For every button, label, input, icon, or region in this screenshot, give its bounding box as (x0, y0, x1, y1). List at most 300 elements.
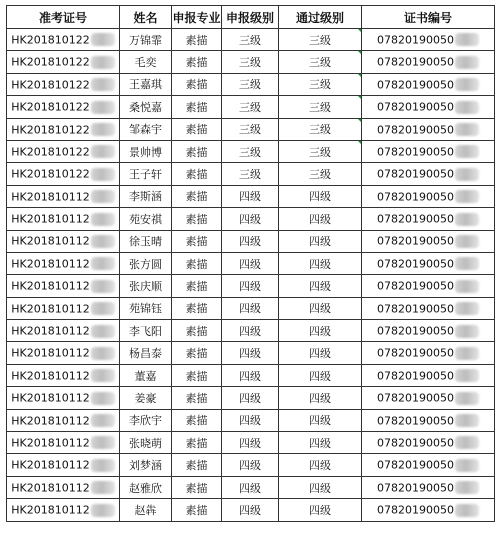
table-row (7, 409, 495, 431)
applied-level-cell (222, 342, 279, 364)
applied-level-cell-text: 三级 (239, 168, 261, 182)
certificate-number-cell-text: 07820190050 (377, 167, 454, 181)
name-cell (120, 208, 172, 230)
name-cell-text: 张方圆 (129, 257, 162, 271)
redaction-blur (455, 436, 479, 449)
redaction-blur (91, 347, 115, 360)
applied-level-cell (222, 252, 279, 274)
table-row (7, 29, 495, 51)
redaction-blur (91, 504, 115, 517)
redaction-blur (91, 414, 115, 427)
passed-level-cell-text: 四级 (309, 190, 331, 204)
table-row (7, 73, 495, 95)
passed-level-cell-text: 四级 (309, 347, 331, 361)
name-cell-text: 姜豪 (134, 391, 157, 405)
redaction-blur (91, 101, 115, 114)
major-cell (172, 409, 222, 431)
applied-level-cell (222, 163, 279, 185)
header-certificate-number: 证书编号 (362, 6, 495, 29)
redaction-blur (455, 257, 479, 270)
table-row (7, 387, 495, 409)
passed-level-cell (279, 140, 362, 162)
applied-level-cell (222, 208, 279, 230)
name-cell (120, 387, 172, 409)
passed-level-cell (279, 499, 362, 521)
exam-number-cell (7, 140, 120, 162)
exam-number-cell-text: HK201810112 (11, 234, 90, 248)
redaction-blur (91, 123, 115, 136)
passed-level-cell (279, 409, 362, 431)
certificate-number-cell (362, 252, 495, 274)
major-cell (172, 297, 222, 319)
table-row (7, 140, 495, 162)
table-row (7, 96, 495, 118)
major-cell-text: 素描 (185, 481, 208, 495)
major-cell (172, 342, 222, 364)
exam-number-cell-text: HK201810112 (11, 414, 90, 428)
applied-level-cell-text: 三级 (239, 123, 261, 137)
major-cell-text: 素描 (185, 257, 208, 271)
certificate-number-cell-text: 07820190050 (377, 123, 454, 136)
passed-level-cell-text: 三级 (309, 78, 331, 92)
redaction-blur (455, 347, 479, 360)
certificate-number-cell-text: 07820190050 (377, 302, 454, 316)
name-cell-text: 毛奕 (134, 56, 157, 70)
major-cell (172, 275, 222, 297)
certificate-number-cell-text: 07820190050 (377, 458, 454, 472)
certificate-number-cell-text: 07820190050 (377, 436, 454, 450)
table-row (7, 499, 495, 521)
passed-level-cell (279, 297, 362, 319)
exam-number-cell (7, 342, 120, 364)
table-row (7, 297, 495, 319)
major-cell-text: 素描 (185, 503, 208, 517)
major-cell-text: 素描 (185, 459, 208, 473)
redaction-blur (91, 235, 115, 248)
certificate-number-cell-text: 07820190050 (377, 503, 454, 517)
name-cell (120, 364, 172, 386)
redaction-blur (455, 190, 479, 203)
applied-level-cell (222, 185, 279, 207)
major-cell-text: 素描 (185, 78, 208, 92)
passed-level-cell-text: 四级 (309, 391, 331, 405)
major-cell-text: 素描 (185, 414, 208, 428)
major-cell (172, 387, 222, 409)
applied-level-cell-text: 三级 (239, 33, 261, 47)
exam-number-cell (7, 73, 120, 95)
name-cell-text: 杨昌泰 (129, 347, 162, 361)
major-cell (172, 364, 222, 386)
redaction-blur (455, 213, 479, 226)
table-row (7, 320, 495, 342)
exam-number-cell (7, 275, 120, 297)
passed-level-cell (279, 230, 362, 252)
cell-corner-marker (357, 96, 362, 101)
applied-level-cell (222, 454, 279, 476)
certificate-number-cell-text: 07820190050 (377, 324, 454, 338)
name-cell-text: 张晓萌 (129, 436, 162, 450)
passed-level-cell (279, 163, 362, 185)
table-row (7, 51, 495, 73)
table-row (7, 163, 495, 185)
header-row (7, 6, 495, 29)
exam-number-cell-text: HK201810112 (11, 436, 90, 450)
redaction-blur (91, 436, 115, 449)
name-cell-text: 桑悦嘉 (129, 100, 162, 114)
table-row (7, 454, 495, 476)
passed-level-cell-text: 四级 (309, 302, 331, 316)
table-row (7, 275, 495, 297)
major-cell (172, 118, 222, 140)
major-cell (172, 208, 222, 230)
name-cell-text: 苑安祺 (129, 212, 162, 226)
certificate-number-cell (362, 118, 495, 140)
exam-number-cell (7, 476, 120, 498)
passed-level-cell (279, 387, 362, 409)
certificate-number-cell (362, 432, 495, 454)
cell-corner-marker (357, 51, 362, 56)
redaction-blur (455, 123, 479, 136)
certificate-number-cell-text: 07820190050 (377, 190, 454, 204)
passed-level-cell (279, 454, 362, 476)
passed-level-cell-text: 四级 (309, 257, 331, 271)
applied-level-cell-text: 四级 (239, 212, 261, 226)
passed-level-cell (279, 96, 362, 118)
name-cell (120, 297, 172, 319)
passed-level-cell-text: 四级 (309, 414, 331, 428)
name-cell (120, 320, 172, 342)
redaction-blur (91, 145, 115, 158)
applied-level-cell (222, 297, 279, 319)
certificate-number-cell-text: 07820190050 (377, 33, 454, 47)
major-cell (172, 29, 222, 51)
redaction-blur (455, 414, 479, 427)
exam-number-cell (7, 163, 120, 185)
redaction-blur (455, 78, 479, 91)
applied-level-cell (222, 29, 279, 51)
certificate-number-cell (362, 297, 495, 319)
certificate-number-cell (362, 73, 495, 95)
exam-number-cell (7, 320, 120, 342)
exam-number-cell (7, 230, 120, 252)
name-cell (120, 118, 172, 140)
exam-number-cell (7, 297, 120, 319)
table-row (7, 230, 495, 252)
name-cell (120, 29, 172, 51)
certificate-number-cell-text: 07820190050 (377, 234, 454, 248)
redaction-blur (91, 302, 115, 315)
name-cell (120, 73, 172, 95)
redaction-blur (455, 481, 479, 494)
redaction-blur (455, 280, 479, 293)
major-cell-text: 素描 (185, 391, 208, 405)
passed-level-cell-text: 四级 (309, 212, 331, 226)
passed-level-cell-text: 三级 (309, 56, 331, 70)
major-cell (172, 51, 222, 73)
exam-number-cell (7, 96, 120, 118)
major-cell-text: 素描 (185, 100, 208, 114)
major-cell (172, 140, 222, 162)
name-cell-text: 董嘉 (134, 369, 157, 383)
exam-number-cell (7, 364, 120, 386)
exam-number-cell-text: HK201810122 (11, 33, 90, 47)
passed-level-cell (279, 342, 362, 364)
redaction-blur (455, 235, 479, 248)
passed-level-cell-text: 四级 (309, 369, 331, 383)
name-cell-text: 邹森宇 (129, 123, 162, 137)
certificate-number-cell-text: 07820190050 (377, 145, 454, 159)
certificate-number-cell (362, 185, 495, 207)
major-cell (172, 185, 222, 207)
name-cell (120, 140, 172, 162)
redaction-blur (91, 33, 115, 46)
header-passed-level: 通过级别 (279, 6, 362, 29)
name-cell-text: 王子轩 (129, 168, 162, 182)
exam-number-cell (7, 432, 120, 454)
certificate-number-cell (362, 387, 495, 409)
name-cell (120, 432, 172, 454)
exam-number-cell (7, 387, 120, 409)
header-name: 姓名 (120, 6, 172, 29)
table-row (7, 208, 495, 230)
redaction-blur (91, 369, 115, 382)
name-cell (120, 342, 172, 364)
major-cell (172, 476, 222, 498)
applied-level-cell (222, 320, 279, 342)
exam-number-cell-text: HK201810112 (11, 257, 90, 271)
certificate-number-cell (362, 409, 495, 431)
applied-level-cell-text: 四级 (239, 503, 261, 517)
exam-number-cell-text: HK201810122 (11, 167, 90, 181)
passed-level-cell (279, 73, 362, 95)
name-cell-text: 李欣宇 (129, 414, 162, 428)
applied-level-cell-text: 四级 (239, 436, 261, 450)
passed-level-cell (279, 208, 362, 230)
table-row (7, 476, 495, 498)
cell-corner-marker (357, 140, 362, 145)
applied-level-cell-text: 三级 (239, 56, 261, 70)
applied-level-cell-text: 四级 (239, 391, 261, 405)
exam-number-cell-text: HK201810112 (11, 369, 90, 383)
exam-number-cell (7, 454, 120, 476)
applied-level-cell (222, 432, 279, 454)
name-cell (120, 51, 172, 73)
redaction-blur (91, 168, 115, 181)
major-cell-text: 素描 (185, 123, 208, 137)
name-cell (120, 163, 172, 185)
exam-number-cell-text: HK201810112 (11, 458, 90, 472)
applied-level-cell (222, 364, 279, 386)
certificate-number-cell-text: 07820190050 (377, 212, 454, 226)
name-cell-text: 景帅博 (129, 145, 162, 159)
redaction-blur (91, 481, 115, 494)
major-cell-text: 素描 (185, 145, 208, 159)
certificate-number-cell (362, 342, 495, 364)
applied-level-cell (222, 499, 279, 521)
table-row (7, 185, 495, 207)
applied-level-cell (222, 73, 279, 95)
major-cell (172, 96, 222, 118)
major-cell (172, 230, 222, 252)
applied-level-cell (222, 409, 279, 431)
certificate-number-cell-text: 07820190050 (377, 279, 454, 293)
certificate-number-cell (362, 29, 495, 51)
name-cell-text: 徐玉晴 (129, 235, 162, 249)
applied-level-cell-text: 四级 (239, 459, 261, 473)
major-cell-text: 素描 (185, 33, 208, 47)
table-row (7, 118, 495, 140)
major-cell (172, 73, 222, 95)
major-cell (172, 432, 222, 454)
redaction-blur (455, 369, 479, 382)
exam-number-cell (7, 29, 120, 51)
redaction-blur (455, 302, 479, 315)
exam-number-cell-text: HK201810122 (11, 100, 90, 114)
passed-level-cell (279, 29, 362, 51)
redaction-blur (91, 257, 115, 270)
table-row (7, 252, 495, 274)
applied-level-cell-text: 四级 (239, 324, 261, 338)
applied-level-cell-text: 四级 (239, 235, 261, 249)
redaction-blur (91, 56, 115, 69)
applied-level-cell (222, 476, 279, 498)
header-major: 申报专业 (172, 6, 222, 29)
certificate-number-cell (362, 454, 495, 476)
exam-number-cell-text: HK201810122 (11, 78, 90, 92)
passed-level-cell-text: 四级 (309, 324, 331, 338)
major-cell-text: 素描 (185, 190, 208, 204)
name-cell (120, 454, 172, 476)
major-cell-text: 素描 (185, 212, 208, 226)
name-cell-text: 苑锦钰 (129, 302, 162, 316)
name-cell (120, 185, 172, 207)
exam-number-cell-text: HK201810122 (11, 55, 90, 69)
certificate-number-cell (362, 476, 495, 498)
passed-level-cell-text: 三级 (309, 123, 331, 137)
redaction-blur (455, 56, 479, 69)
certificate-number-cell (362, 96, 495, 118)
exam-number-cell (7, 118, 120, 140)
passed-level-cell-text: 四级 (309, 279, 331, 293)
applied-level-cell-text: 四级 (239, 190, 261, 204)
header-applied-level: 申报级别 (222, 6, 279, 29)
redaction-blur (91, 392, 115, 405)
name-cell (120, 252, 172, 274)
applied-level-cell (222, 118, 279, 140)
name-cell-text: 万锦霏 (129, 33, 162, 47)
redaction-blur (455, 459, 479, 472)
name-cell-text: 李飞阳 (129, 324, 162, 338)
applied-level-cell-text: 四级 (239, 414, 261, 428)
redaction-blur (91, 190, 115, 203)
certificate-number-cell-text: 07820190050 (377, 55, 454, 69)
name-cell-text: 王嘉琪 (129, 78, 162, 92)
major-cell-text: 素描 (185, 436, 208, 450)
certificate-number-cell (362, 320, 495, 342)
passed-level-cell (279, 432, 362, 454)
major-cell (172, 252, 222, 274)
certificate-number-cell (362, 499, 495, 521)
exam-number-cell-text: HK201810112 (11, 481, 90, 495)
certificate-number-cell (362, 163, 495, 185)
applied-level-cell (222, 96, 279, 118)
applied-level-cell (222, 51, 279, 73)
redaction-blur (455, 392, 479, 405)
name-cell (120, 409, 172, 431)
passed-level-cell (279, 476, 362, 498)
applied-level-cell (222, 140, 279, 162)
header-exam-number: 准考证号 (7, 6, 120, 29)
passed-level-cell (279, 118, 362, 140)
name-cell (120, 275, 172, 297)
certificate-number-cell (362, 230, 495, 252)
passed-level-cell-text: 四级 (309, 481, 331, 495)
applied-level-cell-text: 三级 (239, 145, 261, 159)
passed-level-cell-text: 三级 (309, 145, 331, 159)
applied-level-cell (222, 275, 279, 297)
applied-level-cell (222, 230, 279, 252)
certificate-number-cell (362, 275, 495, 297)
certificate-number-cell (362, 140, 495, 162)
major-cell-text: 素描 (185, 324, 208, 338)
redaction-blur (455, 168, 479, 181)
certificate-number-cell-text: 07820190050 (377, 414, 454, 428)
certificate-number-cell-text: 07820190050 (377, 100, 454, 114)
redaction-blur (455, 33, 479, 46)
major-cell (172, 454, 222, 476)
cell-corner-marker (357, 118, 362, 123)
passed-level-cell-text: 四级 (309, 436, 331, 450)
certificate-number-cell-text: 07820190050 (377, 369, 454, 383)
exam-number-cell-text: HK201810112 (11, 212, 90, 226)
table-row (7, 432, 495, 454)
major-cell-text: 素描 (185, 369, 208, 383)
name-cell-text: 赵雅欣 (129, 481, 162, 495)
redaction-blur (91, 325, 115, 338)
table-row (7, 342, 495, 364)
applied-level-cell-text: 四级 (239, 481, 261, 495)
name-cell (120, 476, 172, 498)
certificate-number-cell-text: 07820190050 (377, 391, 454, 405)
passed-level-cell-text: 四级 (309, 459, 331, 473)
exam-number-cell (7, 252, 120, 274)
name-cell (120, 230, 172, 252)
exam-number-cell-text: HK201810112 (11, 302, 90, 316)
passed-level-cell (279, 51, 362, 73)
results-table (6, 5, 495, 522)
exam-number-cell (7, 185, 120, 207)
redaction-blur (91, 78, 115, 91)
passed-level-cell-text: 三级 (309, 100, 331, 114)
cell-corner-marker (357, 73, 362, 78)
exam-number-cell (7, 499, 120, 521)
applied-level-cell-text: 四级 (239, 279, 261, 293)
certificate-number-cell-text: 07820190050 (377, 257, 454, 271)
applied-level-cell-text: 四级 (239, 257, 261, 271)
applied-level-cell-text: 三级 (239, 100, 261, 114)
applied-level-cell-text: 四级 (239, 347, 261, 361)
exam-number-cell-text: HK201810122 (11, 123, 90, 136)
certificate-number-cell (362, 364, 495, 386)
name-cell-text: 张庆顺 (129, 279, 162, 293)
major-cell-text: 素描 (185, 347, 208, 361)
name-cell (120, 96, 172, 118)
passed-level-cell-text: 三级 (309, 33, 331, 47)
redaction-blur (91, 213, 115, 226)
passed-level-cell-text: 三级 (309, 168, 331, 182)
major-cell (172, 163, 222, 185)
passed-level-cell-text: 四级 (309, 235, 331, 249)
